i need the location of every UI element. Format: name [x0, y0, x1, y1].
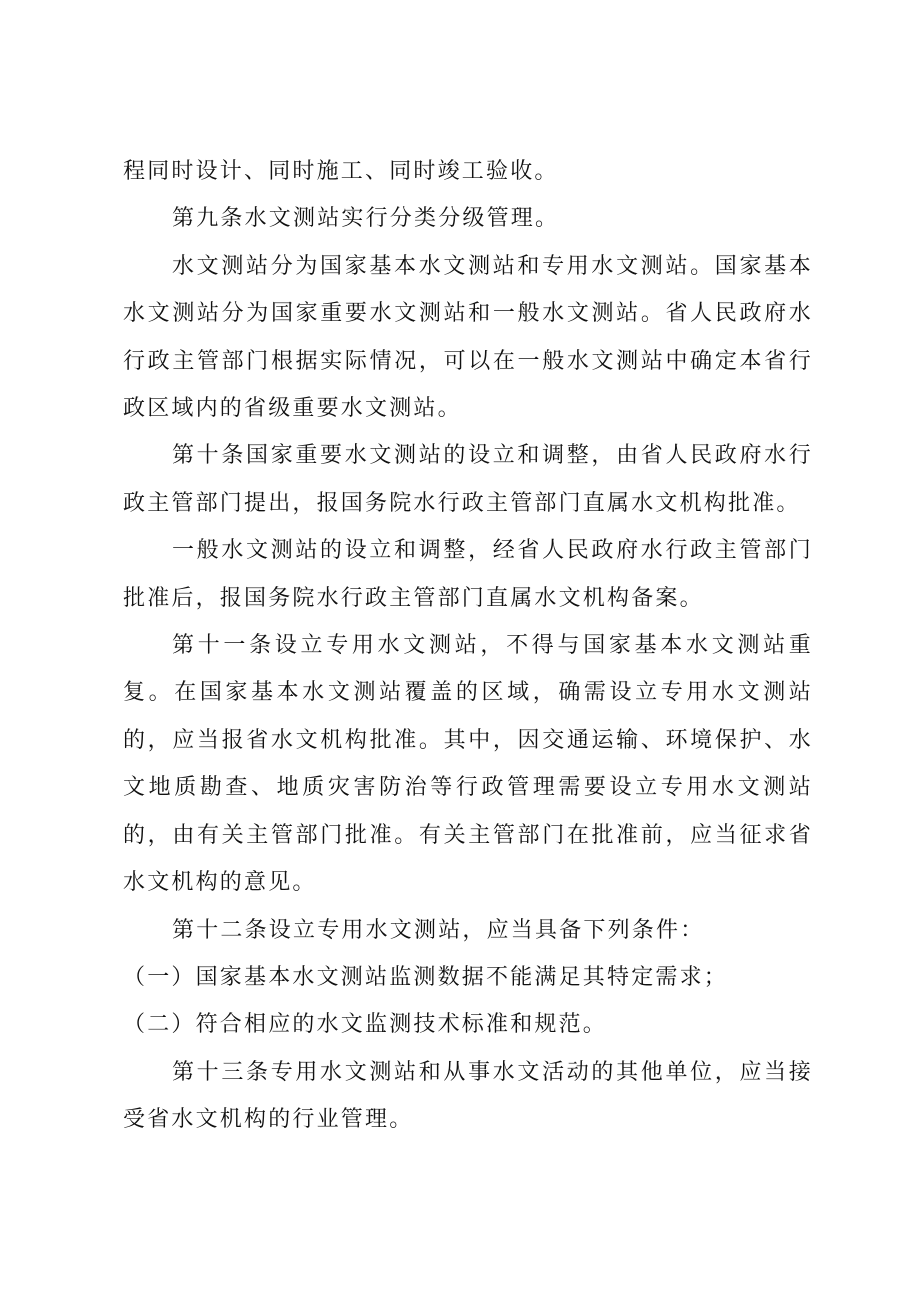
article-9-classification: 水文测站分为国家基本水文测站和专用水文测站。国家基本水文测站分为国家重要水文测站和一般水文测站。省人民政府水行政主管部门根据实际情况，可以在一般水文测站中确定本省行政区域内的省级重要水文测站。: [123, 253, 813, 422]
article-12-item-2: （二）符合相应的水文监测技术标准和规范。: [123, 1012, 608, 1038]
article-10-general-stations: 一般水文测站的设立和调整，经省人民政府水行政主管部门批准后，报国务院水行政主管部门直属水文机构备案。: [123, 538, 813, 611]
article-12-item-1: （一）国家基本水文测站监测数据不能满足其特定需求；: [123, 964, 729, 990]
article-12: 第十二条设立专用水文测站，应当具备下列条件：: [172, 917, 705, 943]
article-11: 第十一条设立专用水文测站，不得与国家基本水文测站重复。在国家基本水文测站覆盖的区域，确需设立专用水文测站的，应当报省水文机构批准。其中，因交通运输、环境保护、水文地质勘查、地质灾害防治等行政管理需要设立专用水文测站的，由有关主管部门批准。有关主管部门在批准前，应当征求省水文机构的意见。: [123, 633, 813, 896]
paragraph-continuation: 程同时设计、同时施工、同时竣工验收。: [123, 159, 559, 184]
article-9-heading: 第九条水文测站实行分类分级管理。: [172, 206, 560, 232]
document-body: [123, 148, 813, 1144]
article-10: 第十条国家重要水文测站的设立和调整，由省人民政府水行政主管部门提出，报国务院水行政主管部门直属水文机构批准。: [123, 443, 813, 516]
article-13: 第十三条专用水文测站和从事水文活动的其他单位，应当接受省水文机构的行业管理。: [123, 1059, 813, 1133]
